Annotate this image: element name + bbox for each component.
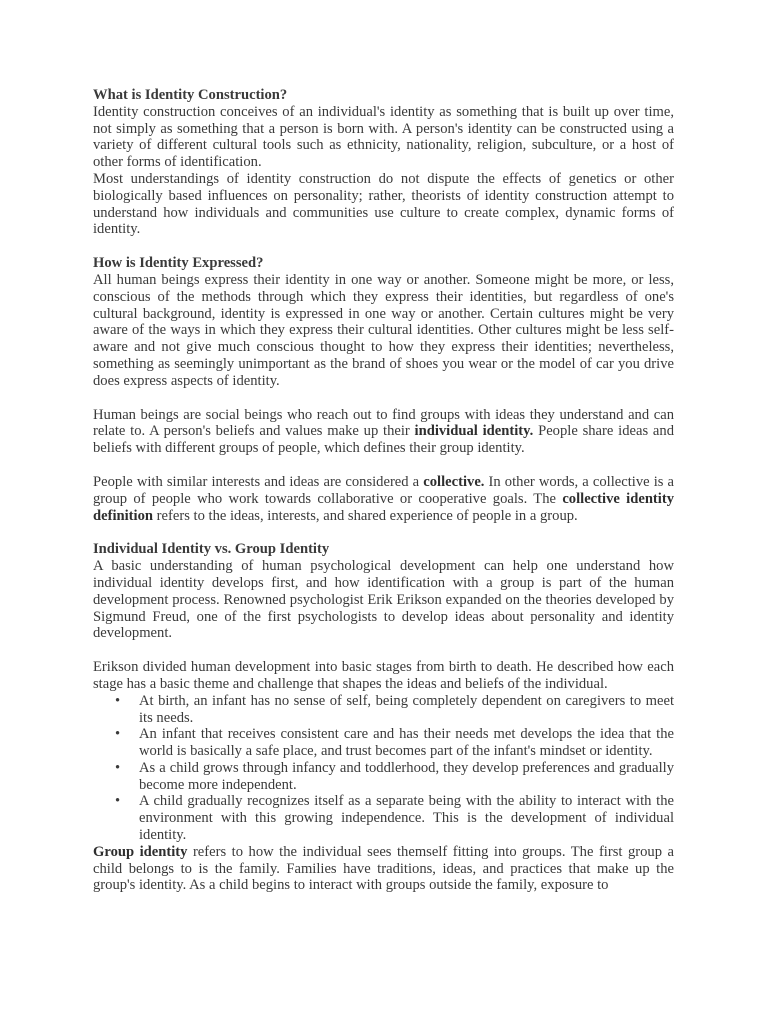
list-item [115,726,674,760]
paragraph: Most understandings of identity construction do not dispute the effects of genetics or other biologically based influences on personality; rather, theorists of identity construction attempt to understand how individuals and communities use culture to create complex, dynamic forms of identity. [93,170,674,238]
paragraph [93,844,674,894]
section-heading-individual-vs-group: Individual Identity vs. Group Identity [93,541,330,558]
paragraph: A basic understanding of human psychological development can help one understand how individual identity develops first, and how identification with a group is part of the human development process. Renowned psychologist Erik Erikson expanded on the theories developed by Sigmund Freud, one of the first psychologists to develop ideas about personality and identity development. [93,558,674,642]
spacer [93,238,674,255]
section-heading-identity-expressed: How is Identity Expressed? [93,255,264,272]
list-item-text: A child gradually recognizes itself as a separate being with the ability to interact with the environment with this growing independence. This is the development of individual identity. [139,793,674,844]
paragraph: Identity construction conceives of an individual's identity as something that is built up over time, not simply as something that a person is born with. A person's identity can be constructed using a variety of different cultural tools such as ethnicity, nationality, religion, subculture, or a host of other forms of identification. [93,103,674,171]
paragraph [93,474,674,524]
text-run: Human beings are social beings who reach out to find groups with ideas they understand and can relate to. A person's beliefs and values make up their [93,406,674,440]
bullet-icon: • [115,726,121,743]
list-item [115,692,674,727]
text-run: In other words, a collective is a group of people who work towards collaborative or cooperative goals. The [93,473,674,507]
bold-term-collective: collective. [423,473,485,490]
bold-term-individual-identity: individual identity. [414,423,534,440]
text-run: refers to how the individual sees themself fitting into groups. The first group a child belongs to is the family. Families have traditions, ideas, and practices that make up the group's identity. As a child begins to interact with groups outside the family, exposure to [93,843,674,894]
bold-term-group-identity: Group identity [93,843,188,860]
list-item-text: An infant that receives consistent care and has their needs met develops the idea that the world is basically a safe place, and trust becomes part of the infant's mindset or identity. [139,726,674,760]
list-item-text: As a child grows through infancy and toddlerhood, they develop preferences and gradually become more independent. [139,759,674,793]
document-page [93,87,674,894]
spacer [93,390,674,407]
text-run: People share ideas and beliefs with different groups of people, which defines their group identity. [93,423,674,457]
spacer [93,524,674,541]
bold-term-collective-identity-definition: collective identity definition [93,490,675,524]
list-item-text: At birth, an infant has no sense of self, being completely dependent on caregivers to meet its needs. [139,692,674,726]
bullet-icon: • [115,692,121,709]
text-run: refers to the ideas, interests, and shared experience of people in a group. [153,507,578,524]
paragraph [93,407,674,457]
list-item [115,759,674,794]
paragraph: Erikson divided human development into basic stages from birth to death. He described how each stage has a basic theme and challenge that shapes the ideas and beliefs of the individual. [93,659,674,692]
paragraph: All human beings express their identity in one way or another. Someone might be more, or less, conscious of the methods through which they express their identities, but regardless of one's cultural background, identity is expressed in one way or another. Certain cultures might be very aware of the ways in which they express their cultural identities. Other cultures might be less self-aware and not give much conscious thought to how they express their identities; nevertheless, something as seemingly unimportant as the brand of shoes you wear or the model of car you drive does express aspects of identity. [93,271,674,389]
spacer [93,457,674,474]
bullet-icon: • [115,793,121,810]
spacer [93,642,674,659]
erikson-stages-list [93,693,674,844]
list-item [115,793,674,844]
section-heading-identity-construction: What is Identity Construction? [93,87,288,103]
bullet-icon: • [115,759,121,776]
text-run: People with similar interests and ideas are considered a [93,473,424,490]
